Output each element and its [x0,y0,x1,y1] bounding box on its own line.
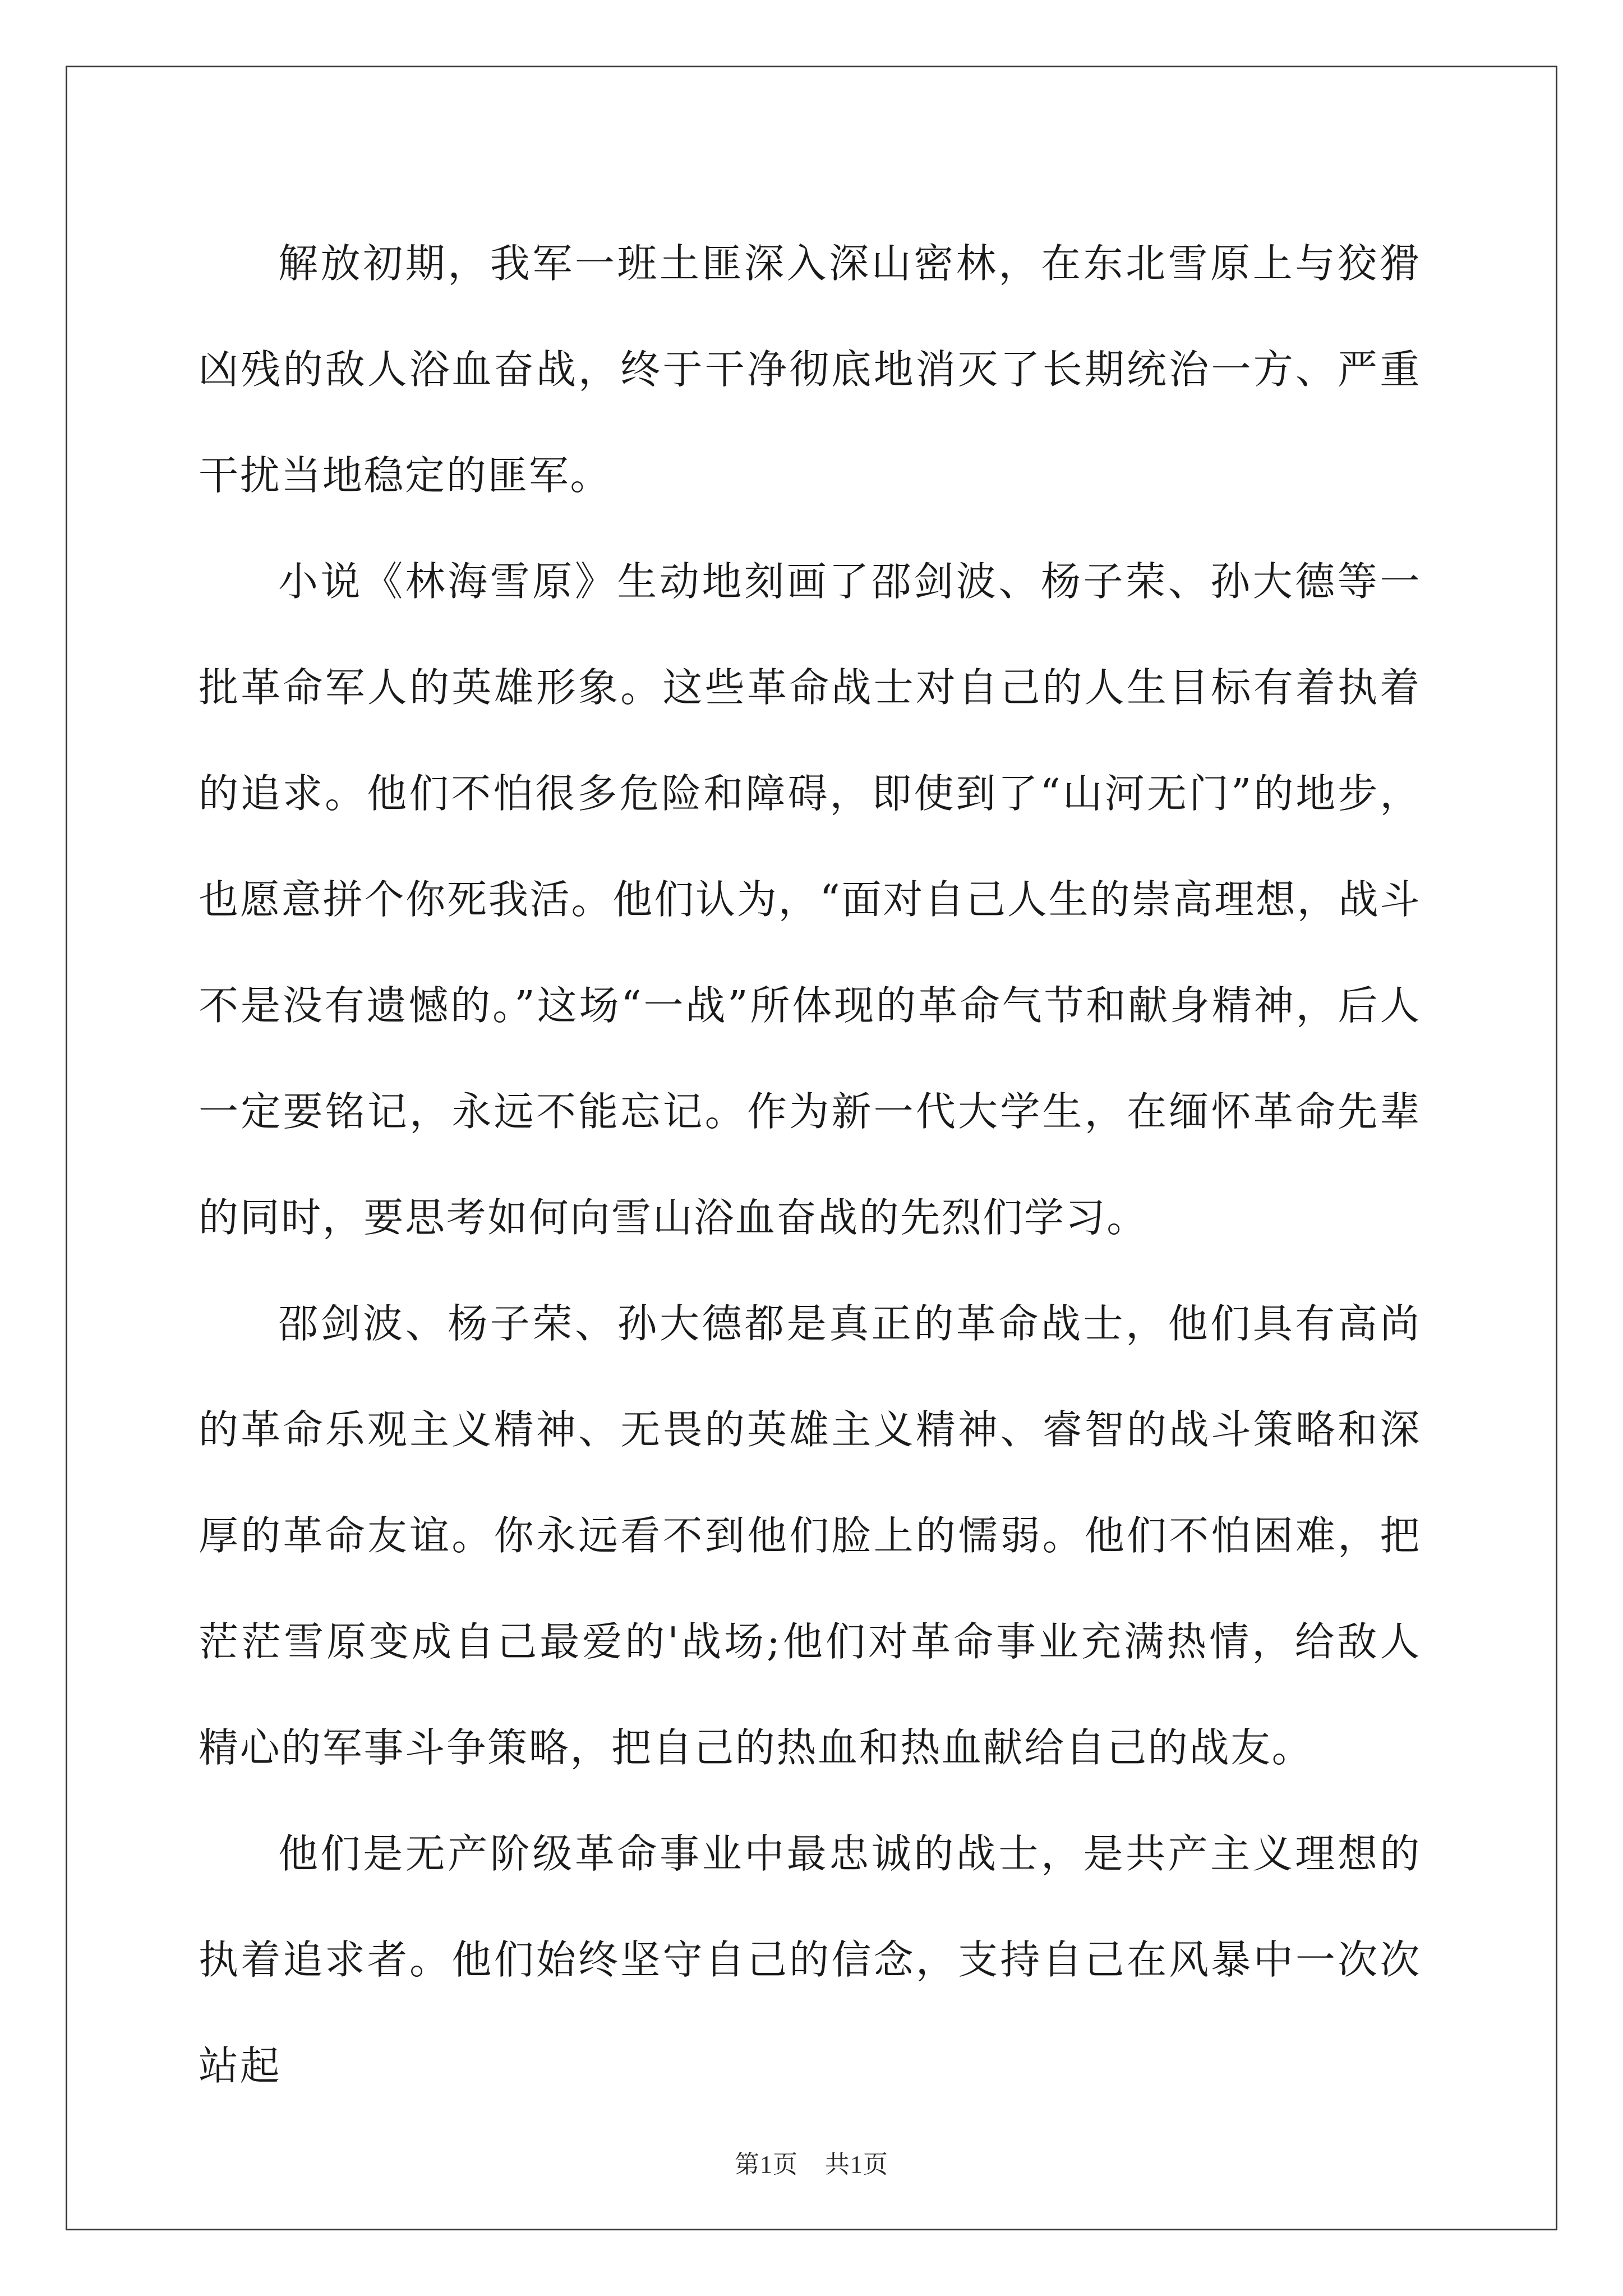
page-footer [0,2144,1623,2180]
page-number-current: 第1页 [735,2151,798,2178]
page-number-total: 共1页 [825,2151,888,2178]
paragraph-4: 他们是无产阶级革命事业中最忠诚的战士，是共产主义理想的执着追求者。他们始终坚守自己的信念，支持自己在风暴中一次次站起 [199,1830,1421,2089]
document-body [199,210,1421,2119]
paragraph-3: 邵剑波、杨子荣、孙大德都是真正的革命战士，他们具有高尚的革命乐观主义精神、无畏的英雄主义精神、睿智的战斗策略和深厚的革命友谊。你永远看不到他们脸上的懦弱。他们不怕困难，把茫茫雪原变成自己最爱的'战场;他们对革命事业充满热情，给敌人精心的军事斗争策略，把自己的热血和热血献给自己的战友。 [199,1300,1421,1771]
paragraph-2: 小说《林海雪原》生动地刻画了邵剑波、杨子荣、孙大德等一批革命军人的英雄形象。这些革命战士对自己的人生目标有着执着的追求。他们不怕很多危险和障碍，即使到了“山河无门”的地步，也愿意拼个你死我活。他们认为，“面对自己人生的崇高理想，战斗不是没有遗憾的。”这场“一战”所体现的革命气节和献身精神，后人一定要铭记，永远不能忘记。作为新一代大学生，在缅怀革命先辈的同时，要思考如何向雪山浴血奋战的先烈们学习。 [199,558,1421,1241]
paragraph-1: 解放初期，我军一班土匪深入深山密林，在东北雪原上与狡猾凶残的敌人浴血奋战，终于干净彻底地消灭了长期统治一方、严重干扰当地稳定的匪军。 [199,240,1421,499]
